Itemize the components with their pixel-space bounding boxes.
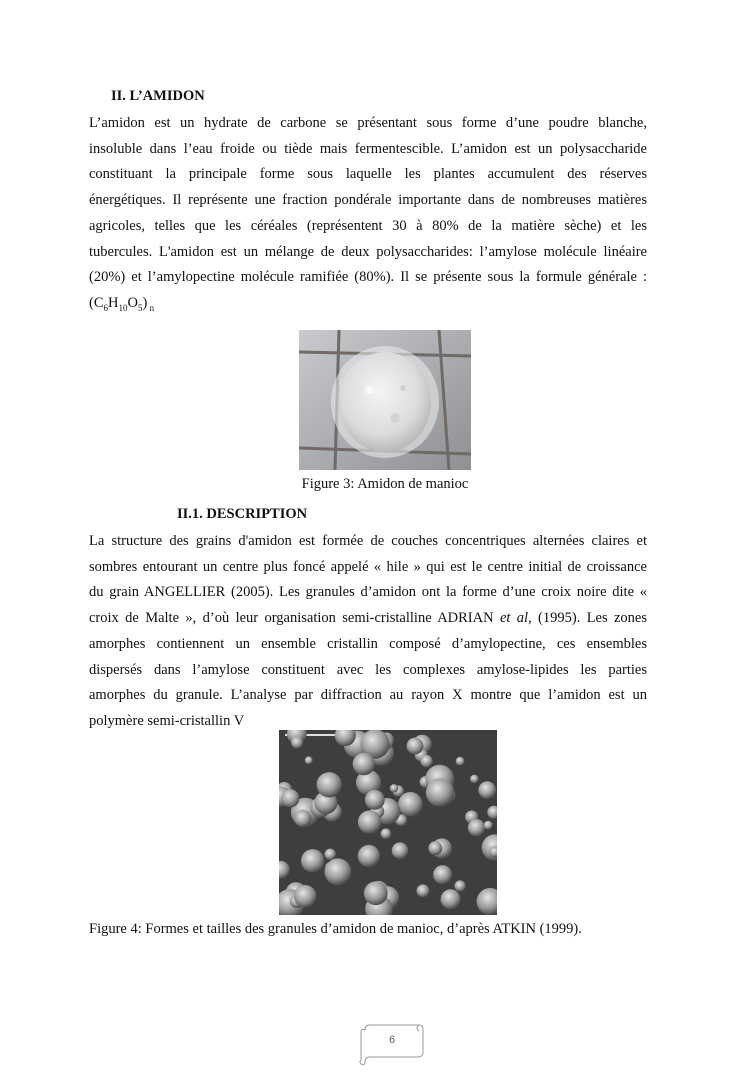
granule [390,784,398,792]
paragraph-intro [89,111,647,322]
granule [426,778,454,806]
formula-line [89,291,647,322]
granule [281,789,299,807]
section-title: II. L’AMIDON [111,88,205,104]
granule [353,753,375,775]
text-line: agricoles, telles que les céréales (représentent 30 à 80% de la matière sèche) et les [89,217,647,234]
figure-4-caption: Figure 4: Formes et tailles des granules d’amidon de manioc, d’après ATKIN (1999). [89,921,582,937]
text-line-with-citation [89,606,647,632]
text-line: sombres entourant un centre plus foncé appelé « hile » qui est le centre initial de croissance [89,558,647,575]
text-line: insoluble dans l’eau froide ou tiède mais fermentescible. L’amidon est un polysaccharide [89,140,647,157]
text-line: tubercules. L'amidon est un mélange de deux polysaccharides: l’amylose molécule linéaire [89,243,647,260]
paragraph-description [89,529,647,735]
granule [392,842,409,859]
granule [478,781,496,799]
granule [301,849,324,872]
granule [317,772,342,797]
granule [468,819,485,836]
granule [294,885,317,908]
formula-sub-c: 6 [103,302,108,313]
granule [420,755,432,767]
granule [484,821,493,830]
text-line: dispersés dans l’amylose constituent avec les complexes amylose-lipides les parties [89,661,647,678]
text-line: polymère semi-cristallin V [89,712,245,729]
text-line: La structure des grains d'amidon est formée de couches concentriques alternées claires et [89,533,647,549]
text-line: constituant la principale forme sous laquelle les plantes accumulent des réserves [89,166,647,183]
granule [470,775,479,784]
granule [398,792,423,817]
figure-3-caption: Figure 3: Amidon de manioc [301,476,469,492]
formula-sub-h: 10 [118,302,128,313]
granule [325,858,352,885]
line-tail: , (1995). Les zones [528,610,648,627]
text-line: amorphes du granule. L’analyse par diffraction au rayon X montre que l’amidon est un [89,687,647,704]
text-line: énergétiques. Il représente une fraction pondérale importante dans de nombreuses matières [89,192,647,209]
line-text: croix de Malte », d’où leur organisation semi-cristalline ADRIAN [89,610,500,627]
formula-sub-o: 5 [137,302,143,313]
granule [407,738,424,755]
granule [381,828,392,839]
granule [358,810,381,833]
granule [428,841,442,855]
formula-h: H [108,294,119,311]
granule [455,880,466,891]
text-line: (20%) et l’amylopectine molécule ramifiée (80%). Il se présente sous la formule générale : [89,269,647,286]
granule [456,757,465,766]
granule [441,889,461,909]
text-line: du grain ANGELLIER (2005). Les granules d’amidon ont la forme d’une croix noire dite « [89,584,647,601]
text-line: amorphes contiennent un ensemble cristallin composé d’amylopectine, ces ensembles [89,635,647,652]
formula-sub-n: n [147,302,155,313]
formula-close: ) [142,294,148,311]
text-line: L’amidon est un hydrate de carbone se présentant sous forme d’une poudre blanche, [89,115,647,131]
granule [358,845,380,867]
granule [291,737,303,749]
starch-granules-micrograph [279,730,497,915]
granule [365,790,385,810]
citation-italic: et al [499,610,529,627]
granule [325,849,336,860]
granule [305,756,313,764]
granule [364,881,388,905]
granule [294,810,311,827]
formula-open: (C [89,294,104,311]
granule [417,884,430,897]
granule [433,865,452,884]
cassava-starch-photo [299,330,471,470]
subsection-title: II.1. DESCRIPTION [177,506,308,522]
page-number: 6 [388,1034,396,1046]
formula-o: O [127,294,138,311]
